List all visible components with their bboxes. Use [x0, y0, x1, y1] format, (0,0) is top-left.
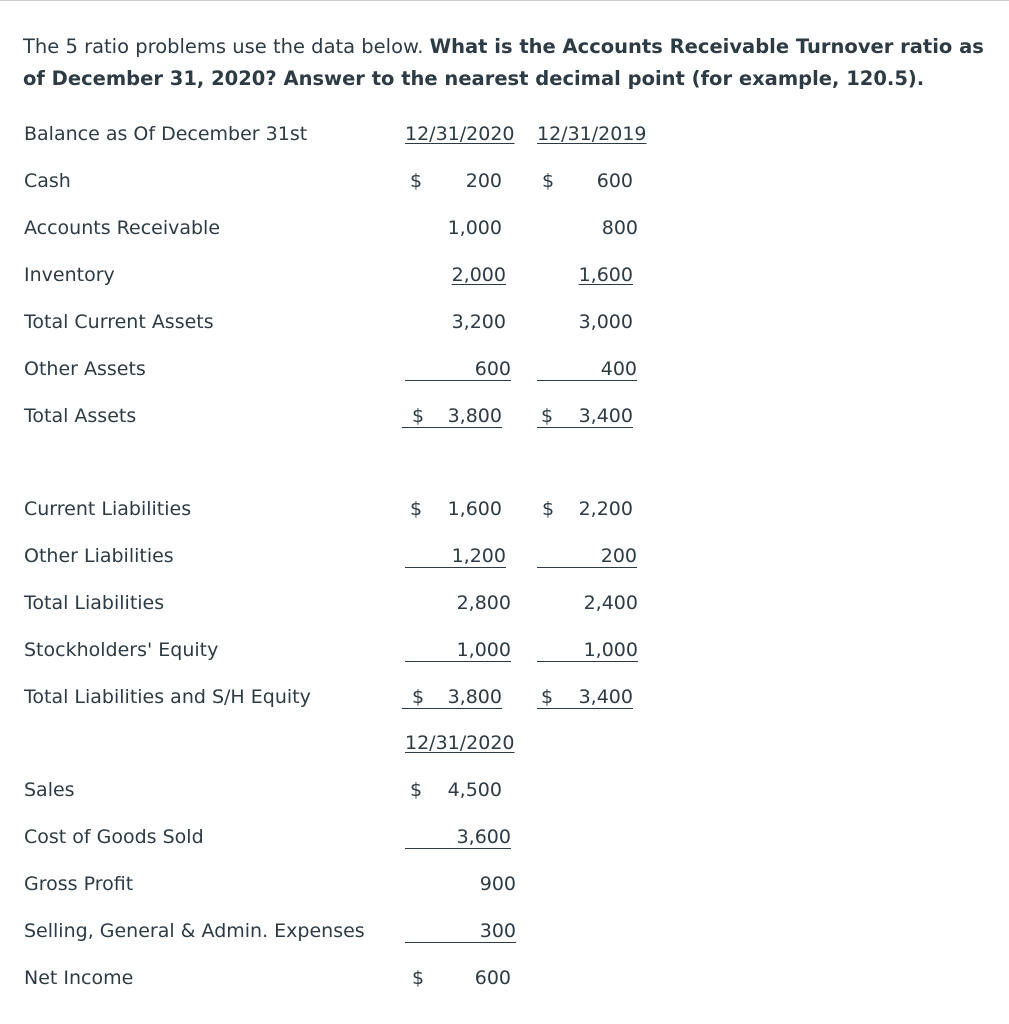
currency-symbol: $ — [412, 967, 425, 989]
question-text — [23, 31, 993, 95]
value-net-income: 600 — [474, 967, 511, 989]
underline-rule — [402, 708, 502, 709]
row-label-other-assets: Other Assets — [24, 358, 146, 380]
row-label-net-income: Net Income — [24, 967, 134, 989]
row-label-accounts-receivable: Accounts Receivable — [24, 217, 221, 239]
value-other-assets-2019: 400 — [600, 358, 637, 380]
col-header-2019: 12/31/2019 — [537, 123, 647, 145]
currency-symbol: $ — [410, 779, 423, 801]
currency-symbol: $ — [410, 170, 423, 192]
underline-rule — [405, 567, 506, 568]
value-cl-2019: 2,200 — [578, 498, 633, 520]
row-label-stockholders-equity: Stockholders' Equity — [24, 639, 219, 661]
underline-rule — [537, 708, 633, 709]
row-label-sales: Sales — [24, 779, 75, 801]
currency-symbol: $ — [541, 405, 554, 427]
currency-symbol: $ — [542, 498, 555, 520]
value-gross-profit: 900 — [479, 873, 516, 895]
value-inventory-2019: 1,600 — [578, 264, 633, 286]
underline-rule — [405, 848, 511, 849]
value-se-2019: 1,000 — [583, 639, 638, 661]
value-tl-2019: 2,400 — [583, 592, 638, 614]
row-label-cogs: Cost of Goods Sold — [24, 826, 204, 848]
row-label-inventory: Inventory — [24, 264, 115, 286]
underline-rule — [405, 380, 511, 381]
value-cl-2020: 1,600 — [447, 498, 502, 520]
value-sga: 300 — [479, 920, 516, 942]
value-ar-2020: 1,000 — [447, 217, 502, 239]
row-label-other-liabilities: Other Liabilities — [24, 545, 174, 567]
value-total-assets-2020: 3,800 — [447, 405, 502, 427]
currency-symbol: $ — [541, 686, 554, 708]
question-intro: The 5 ratio problems use the data below. — [23, 35, 430, 58]
balance-title: Balance as Of December 31st — [24, 123, 308, 145]
underline-rule — [405, 942, 516, 943]
value-tl-2020: 2,800 — [456, 592, 511, 614]
value-inventory-2020: 2,000 — [451, 264, 506, 286]
row-label-total-liabilities-equity: Total Liabilities and S/H Equity — [24, 686, 311, 708]
value-cash-2020: 200 — [465, 170, 502, 192]
currency-symbol: $ — [412, 405, 425, 427]
underline-rule — [537, 661, 638, 662]
underline-rule — [405, 661, 511, 662]
currency-symbol: $ — [412, 686, 425, 708]
value-tle-2020: 3,800 — [447, 686, 502, 708]
currency-symbol: $ — [542, 170, 555, 192]
top-divider — [0, 0, 1009, 1]
value-total-assets-2019: 3,400 — [578, 405, 633, 427]
value-tca-2019: 3,000 — [578, 311, 633, 333]
value-ol-2019: 200 — [600, 545, 637, 567]
row-label-total-liabilities: Total Liabilities — [24, 592, 165, 614]
underline-rule — [537, 427, 633, 428]
value-cogs: 3,600 — [456, 826, 511, 848]
row-label-sga: Selling, General & Admin. Expenses — [24, 920, 365, 942]
row-label-gross-profit: Gross Profit — [24, 873, 134, 895]
value-cash-2019: 600 — [596, 170, 633, 192]
value-tle-2019: 3,400 — [578, 686, 633, 708]
value-se-2020: 1,000 — [456, 639, 511, 661]
income-col-header-2020: 12/31/2020 — [405, 732, 515, 754]
underline-rule — [537, 567, 637, 568]
row-label-total-current-assets: Total Current Assets — [24, 311, 214, 333]
value-ar-2019: 800 — [601, 217, 638, 239]
value-ol-2020: 1,200 — [451, 545, 506, 567]
currency-symbol: $ — [410, 498, 423, 520]
value-tca-2020: 3,200 — [451, 311, 506, 333]
row-label-cash: Cash — [24, 170, 71, 192]
row-label-current-liabilities: Current Liabilities — [24, 498, 192, 520]
value-sales: 4,500 — [447, 779, 502, 801]
col-header-2020: 12/31/2020 — [405, 123, 515, 145]
question-bold: What is the Accounts Receivable Turnover ratio as of December 31, 2020? Answer to the nearest decimal point (for example, 120.5). — [23, 35, 984, 90]
value-other-assets-2020: 600 — [474, 358, 511, 380]
underline-rule — [537, 380, 637, 381]
underline-rule — [402, 427, 502, 428]
row-label-total-assets: Total Assets — [24, 405, 137, 427]
